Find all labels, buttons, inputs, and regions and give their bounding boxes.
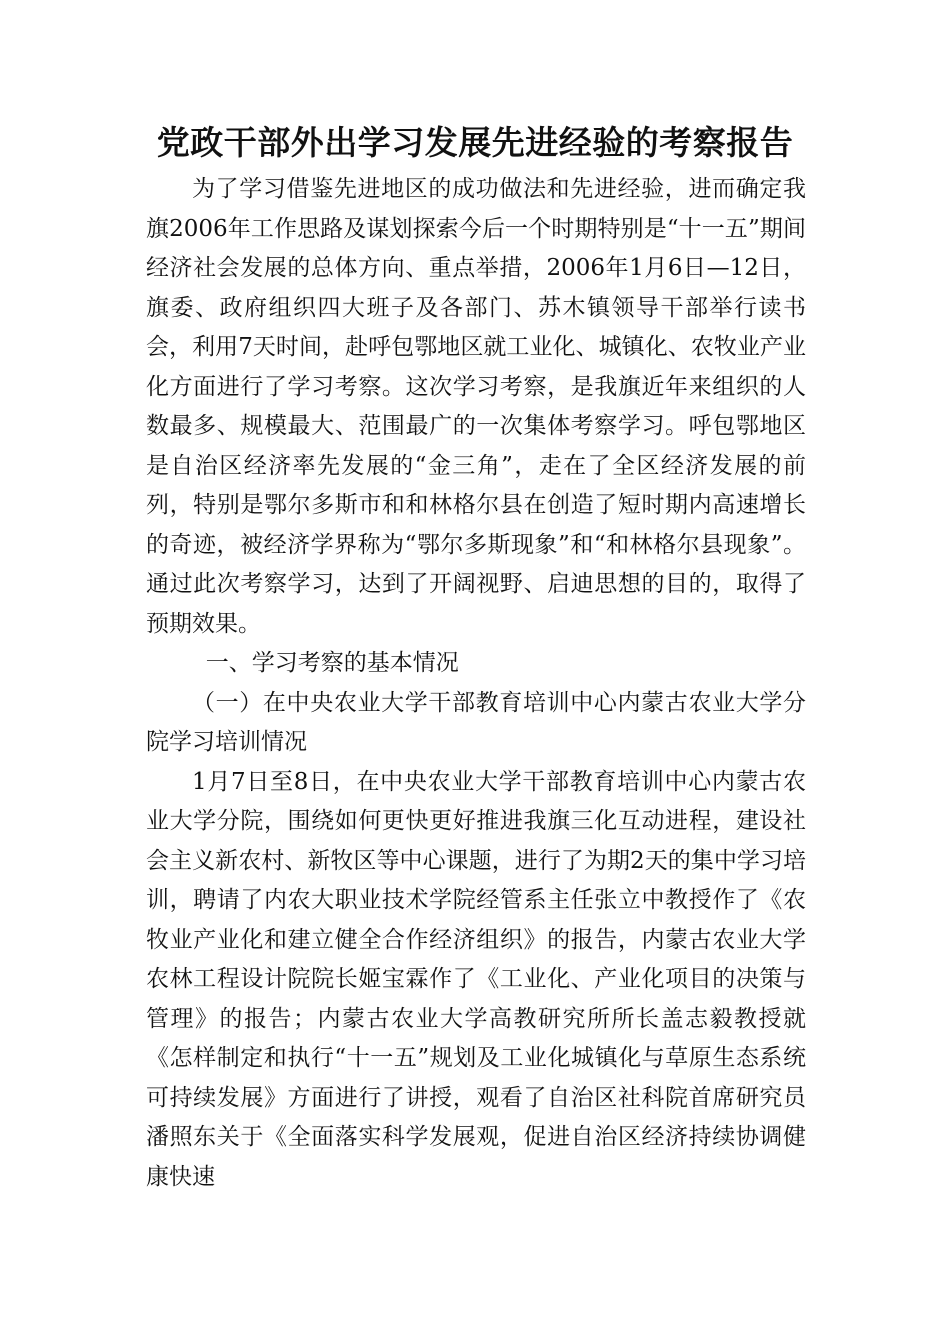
document-body [146, 170, 806, 1197]
subsection-heading: （一）在中央农业大学干部教育培训中心内蒙古农业大学分院学习培训情况 [146, 689, 806, 755]
document-title: 党政干部外出学习发展先进经验的考察报告 [156, 123, 794, 162]
body-paragraph: 1月7日至8日，在中央农业大学干部教育培训中心内蒙古农业大学分院，围绕如何更快更好推进我旗三化互动进程，建设社会主义新农村、新牧区等中心课题，进行了为期2天的集中学习培训，聘请了内农大职业技术学院经管系主任张立中教授作了《农牧业产业化和建立健全合作经济组织》的报告，内蒙古农业大学农林工程设计院院长姬宝霖作了《工业化、产业化项目的决策与管理》的报告；内蒙古农业大学高教研究所所长盖志毅教授就《怎样制定和执行“十一五”规划及工业化城镇化与草原生态系统可持续发展》方面进行了讲授，观看了自治区社科院首席研究员潘照东关于《全面落实科学发展观，促进自治区经济持续协调健康快速 [146, 768, 806, 1190]
section-heading: 一、学习考察的基本情况 [205, 650, 459, 676]
intro-paragraph: 为了学习借鉴先进地区的成功做法和先进经验，进而确定我旗2006年工作思路及谋划探索今后一个时期特别是“十一五”期间经济社会发展的总体方向、重点举措，2006年1月6日—12日，旗委、政府组织四大班子及各部门、苏木镇领导干部举行读书会，利用7天时间，赴呼包鄂地区就工业化、城镇化、农牧业产业化方面进行了学习考察。这次学习考察，是我旗近年来组织的人数最多、规模最大、范围最广的一次集体考察学习。呼包鄂地区是自治区经济率先发展的“金三角”，走在了全区经济发展的前列，特别是鄂尔多斯市和和林格尔县在创造了短时期内高速增长的奇迹，被经济学界称为“鄂尔多斯现象”和“和林格尔县现象”。通过此次考察学习，达到了开阔视野、启迪思想的目的，取得了预期效果。 [146, 176, 806, 637]
